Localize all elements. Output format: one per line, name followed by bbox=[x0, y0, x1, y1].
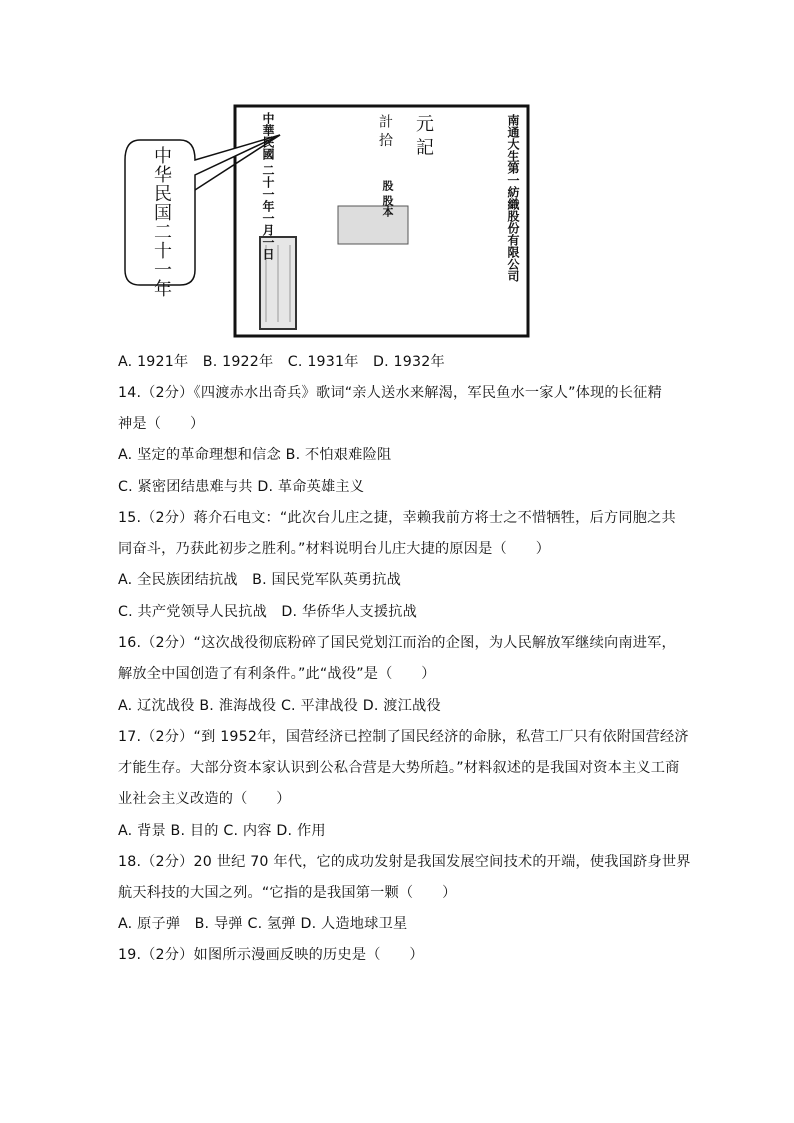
stock-certificate-figure bbox=[120, 100, 535, 340]
q18-stem-cont: 航天科技的大国之列。“它指的是我国第一颗（ ） bbox=[118, 885, 457, 901]
q16-stem-cont: 解放全中国创造了有利条件。”此“战役”是（ ） bbox=[118, 666, 436, 682]
certificate-column-4: 股 股本 bbox=[381, 180, 394, 217]
callout-text: 中华民国二十一年 bbox=[151, 146, 172, 298]
q17-options: A. 背景 B. 目的 C. 内容 D. 作用 bbox=[118, 823, 326, 839]
q17-stem-cont: 才能生存。大部分资本家认识到公私合营是大势所趋。”材料叙述的是我国对资本主义工商 bbox=[118, 760, 680, 776]
q13-options: A. 1921年 B. 1922年 C. 1931年 D. 1932年 bbox=[118, 354, 445, 370]
certificate-column-3: 計 拾 bbox=[377, 114, 393, 147]
q18-stem: 18.（2分）20 世纪 70 年代，它的成功发射是我国发展空间技术的开端，使我国跻身世界 bbox=[118, 854, 691, 870]
q15-options-ab: A. 全民族团结抗战 B. 国民党军队英勇抗战 bbox=[118, 572, 402, 588]
q19-stem: 19.（2分）如图所示漫画反映的历史是（ ） bbox=[118, 947, 424, 963]
q14-options-cd: C. 紧密团结患难与共 D. 革命英雄主义 bbox=[118, 479, 365, 495]
q16-options: A. 辽沈战役 B. 淮海战役 C. 平津战役 D. 渡江战役 bbox=[118, 698, 441, 714]
q14-stem-cont: 神是（ ） bbox=[118, 416, 205, 432]
certificate-illustration bbox=[120, 100, 535, 340]
certificate-column-2: 元 記 bbox=[413, 114, 434, 156]
q18-options: A. 原子弹 B. 导弹 C. 氢弹 D. 人造地球卫星 bbox=[118, 916, 408, 932]
q14-stem: 14.（2分）《四渡赤水出奇兵》歌词“亲人送水来解渴，军民鱼水一家人”体现的长征精 bbox=[118, 385, 662, 401]
certificate-date-column: 中華民國 二十一年一月一日 bbox=[261, 112, 275, 261]
q17-stem: 17.（2分）“到 1952年，国营经济已控制了国民经济的命脉，私营工厂只有依附国营经济 bbox=[118, 729, 689, 745]
q15-options-cd: C. 共产党领导人民抗战 D. 华侨华人支援抗战 bbox=[118, 604, 418, 620]
q17-stem-cont2: 业社会主义改造的（ ） bbox=[118, 791, 291, 807]
q15-stem: 15.（2分）蒋介石电文：“此次台儿庄之捷，幸赖我前方将士之不惜牺牲，后方同胞之共 bbox=[118, 510, 676, 526]
q15-stem-cont: 同奋斗，乃获此初步之胜利。”材料说明台儿庄大捷的原因是（ ） bbox=[118, 541, 551, 557]
q16-stem: 16.（2分）“这次战役彻底粉碎了国民党划江而治的企图，为人民解放军继续向南进军， bbox=[118, 635, 676, 651]
certificate-column-1: 南通大生第一紡織股份有限公司 bbox=[506, 114, 520, 282]
q14-options-ab: A. 坚定的革命理想和信念 B. 不怕艰难险阻 bbox=[118, 447, 392, 463]
